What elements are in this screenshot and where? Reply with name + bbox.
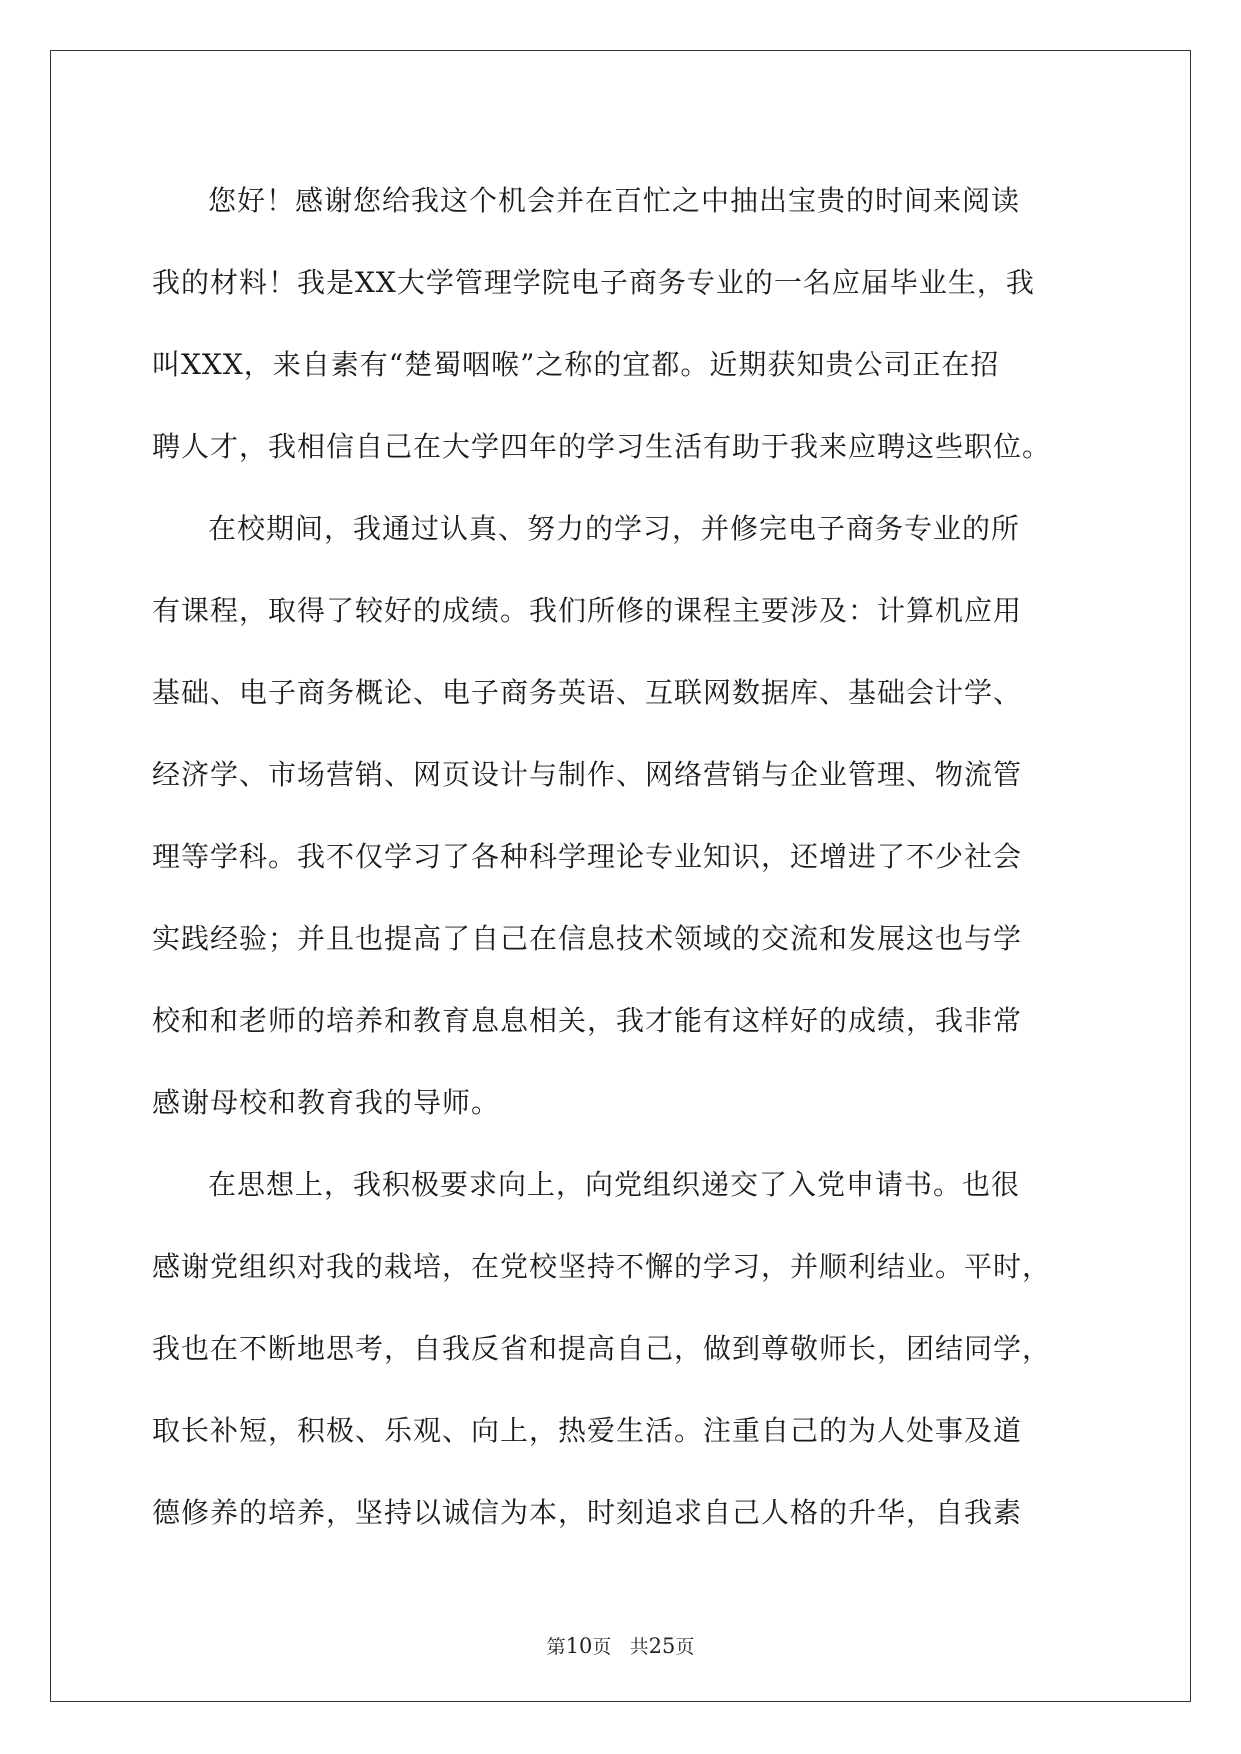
text-line: 感谢党组织对我的栽培，在党校坚持不懈的学习，并顺利结业。平时，	[152, 1250, 1052, 1283]
footer-page-word: 页	[592, 1636, 612, 1658]
text-line: 德修养的培养，坚持以诚信为本，时刻追求自己人格的升华，自我素	[152, 1496, 1023, 1529]
text-line: 取长补短，积极、乐观、向上，热爱生活。注重自己的为人处事及道	[152, 1414, 1023, 1447]
text-line: 感谢母校和教育我的导师。	[152, 1086, 501, 1119]
body-text	[152, 160, 1092, 1554]
text-line: 在思想上，我积极要求向上，向党组织递交了入党申请书。也很	[208, 1168, 1021, 1201]
text-line: 有课程，取得了较好的成绩。我们所修的课程主要涉及：计算机应用	[152, 594, 1023, 627]
text-line: 实践经验；并且也提高了自己在信息技术领域的交流和发展这也与学	[152, 922, 1023, 955]
paragraph-1	[152, 160, 1092, 488]
footer-total-suffix: 页	[675, 1636, 695, 1658]
footer-prefix: 第	[546, 1636, 566, 1658]
current-page-number: 10	[565, 1634, 593, 1658]
text-line: 叫XXX，来自素有“楚蜀咽喉”之称的宜都。近期获知贵公司正在招	[152, 348, 1000, 381]
text-line: 我也在不断地思考，自我反省和提高自己，做到尊敬师长，团结同学，	[152, 1332, 1052, 1365]
text-line: 校和和老师的培养和教育息息相关，我才能有这样好的成绩，我非常	[152, 1004, 1023, 1037]
text-line: 理等学科。我不仅学习了各种科学理论专业知识，还增进了不少社会	[152, 840, 1023, 873]
text-line: 在校期间，我通过认真、努力的学习，并修完电子商务专业的所	[208, 512, 1021, 545]
text-line: 经济学、市场营销、网页设计与制作、网络营销与企业管理、物流管	[152, 758, 1023, 791]
page-number-footer	[0, 1632, 1241, 1659]
total-pages-number: 25	[648, 1634, 676, 1658]
text-line: 我的材料！我是XX大学管理学院电子商务专业的一名应届毕业生，我	[152, 266, 1035, 299]
paragraph-2	[152, 488, 1092, 1144]
footer-total-prefix: 共	[629, 1636, 649, 1658]
text-line: 基础、电子商务概论、电子商务英语、互联网数据库、基础会计学、	[152, 676, 1023, 709]
text-line: 聘人才，我相信自己在大学四年的学习生活有助于我来应聘这些职位。	[152, 430, 1052, 463]
text-line: 您好！感谢您给我这个机会并在百忙之中抽出宝贵的时间来阅读	[208, 184, 1021, 217]
paragraph-3	[152, 1144, 1092, 1554]
